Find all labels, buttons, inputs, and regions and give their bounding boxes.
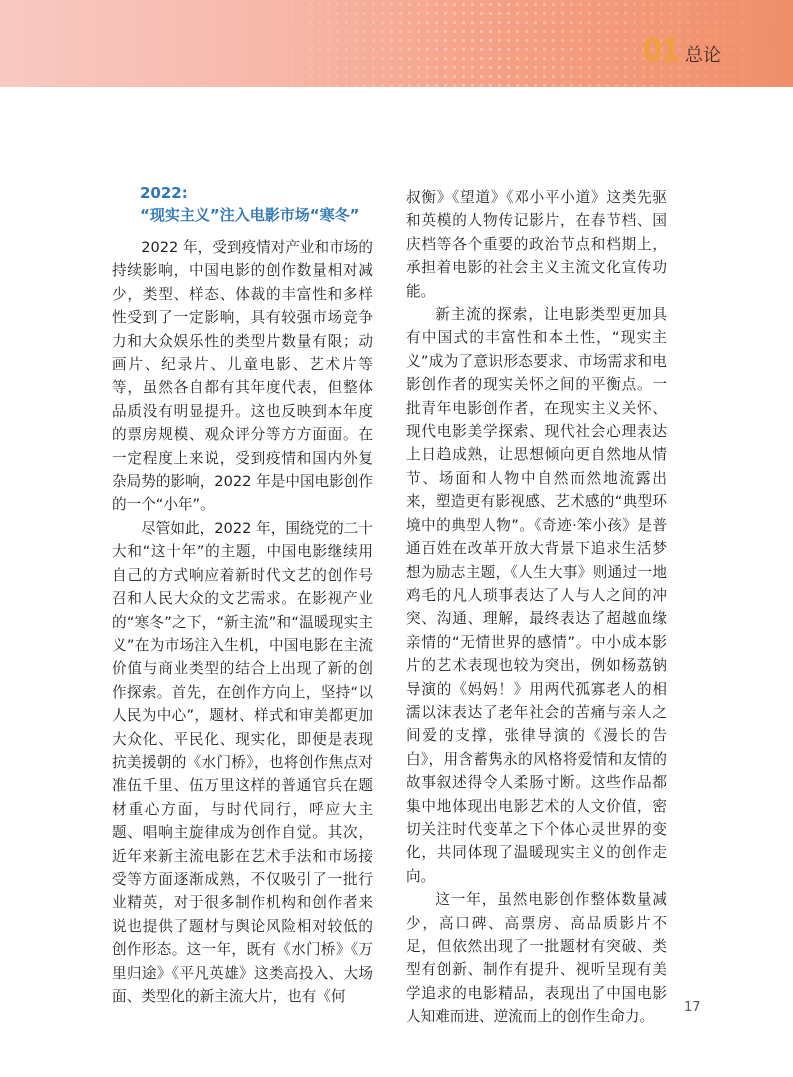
section-heading-title: “现实主义”注入电影市场“寒冬” bbox=[140, 206, 360, 224]
body-paragraph: 尽管如此，2022 年，围绕党的二十大和“这十年”的主题，中国电影继续用自己的方式响应着新时代文艺的创作号召和人民大众的文艺需求。在影视产业的“寒冬”之下，“新主流”和“温暖现实主义”在为市场注入生机，中国电影在主流价值与商业类型的结合上出现了新的创作探索。首先，在创作方向上，坚持“以人民为中心”，题材、样式和审美都更加大众化、平民化、现实化，即便是表现抗美援朝的《水门桥》，也将创作焦点对准伍千里、伍万里这样的普通官兵在题材重心方面，与时代同行，呼应大主题、唱响主旋律成为创作自觉。其次，近年来新主流电影在艺术手法和市场接受等方面逐渐成熟，不仅吸引了一批行业精英，对于很多制作机构和创作者来说也提供了题材与舆论风险相对较低的创作形态。这一年，既有《水门桥》《万里归途》《平凡英雄》这类高投入、大场面、类型化的新主流大片，也有《何 bbox=[112, 519, 373, 1005]
page-number: 17 bbox=[684, 1000, 701, 1015]
chapter-label bbox=[643, 33, 721, 67]
chapter-number: 01 bbox=[643, 31, 679, 69]
body-paragraph-continued: 叔衡》《望道》《邓小平小道》这类先驱和英模的人物传记影片，在春节档、国庆档等各个重要的政治节点和档期上，承担着电影的社会主义主流文化宣传功能。 bbox=[406, 189, 667, 300]
left-column bbox=[112, 182, 373, 1008]
header-banner bbox=[0, 0, 793, 87]
section-heading bbox=[140, 182, 373, 226]
body-paragraph: 这一年，虽然电影创作整体数量减少，高口碑、高票房、高品质影片不足，但依然出现了一批题材有突破、类型有创新、制作有提升、视听呈现有美学追求的电影精品，表现出了中国电影人知难而进、逆流而上的创作生命力。 bbox=[406, 891, 667, 1026]
section-heading-year: 2022: bbox=[140, 184, 188, 202]
chapter-title: 总论 bbox=[685, 45, 721, 66]
right-column bbox=[406, 186, 667, 1029]
body-paragraph: 2022 年，受到疫情对产业和市场的持续影响，中国电影的创作数量相对减少，类型、样态、体裁的丰富性和多样性受到了一定影响，具有较强市场竞争力和大众娱乐性的类型片数量有限；动画片、纪录片、儿童电影、艺术片等等，虽然各自都有其年度代表，但整体品质没有明显提升。这也反映到本年度的票房规模、观众评分等方方面面。在一定程度上来说，受到疫情和国内外复杂局势的影响，2022 年是中国电影创作的一个“小年”。 bbox=[112, 239, 373, 514]
body-paragraph: 新主流的探索，让电影类型更加具有中国式的丰富性和本土性，“现实主义”成为了意识形态要求、市场需求和电影创作者的现实关怀之间的平衡点。一批青年电影创作者，在现实主义关怀、现代电影美学探索、现代社会心理表达上日趋成熟，让思想倾向更自然地从情节、场面和人物中自然而然地流露出来，塑造更有影视感、艺术感的“典型环境中的典型人物”。《奇迹·笨小孩》是普通百姓在改革开放大背景下追求生活梦想为励志主题，《人生大事》则通过一地鸡毛的凡人琐事表达了人与人之间的冲突、沟通、理解，最终表达了超越血缘亲情的“无情世界的感情”。中小成本影片的艺术表现也较为突出，例如杨荔钠导演的《妈妈！》用两代孤寡老人的相濡以沫表达了老年社会的苦痛与亲人之间爱的支撑，张律导演的《漫长的告白》，用含蓄隽永的风格将爱情和友情的故事叙述得令人柔肠寸断。这些作品都集中地体现出电影艺术的人文价值，密切关注时代变革之下个体心灵世界的变化，共同体现了温暖现实主义的创作走向。 bbox=[406, 306, 667, 885]
